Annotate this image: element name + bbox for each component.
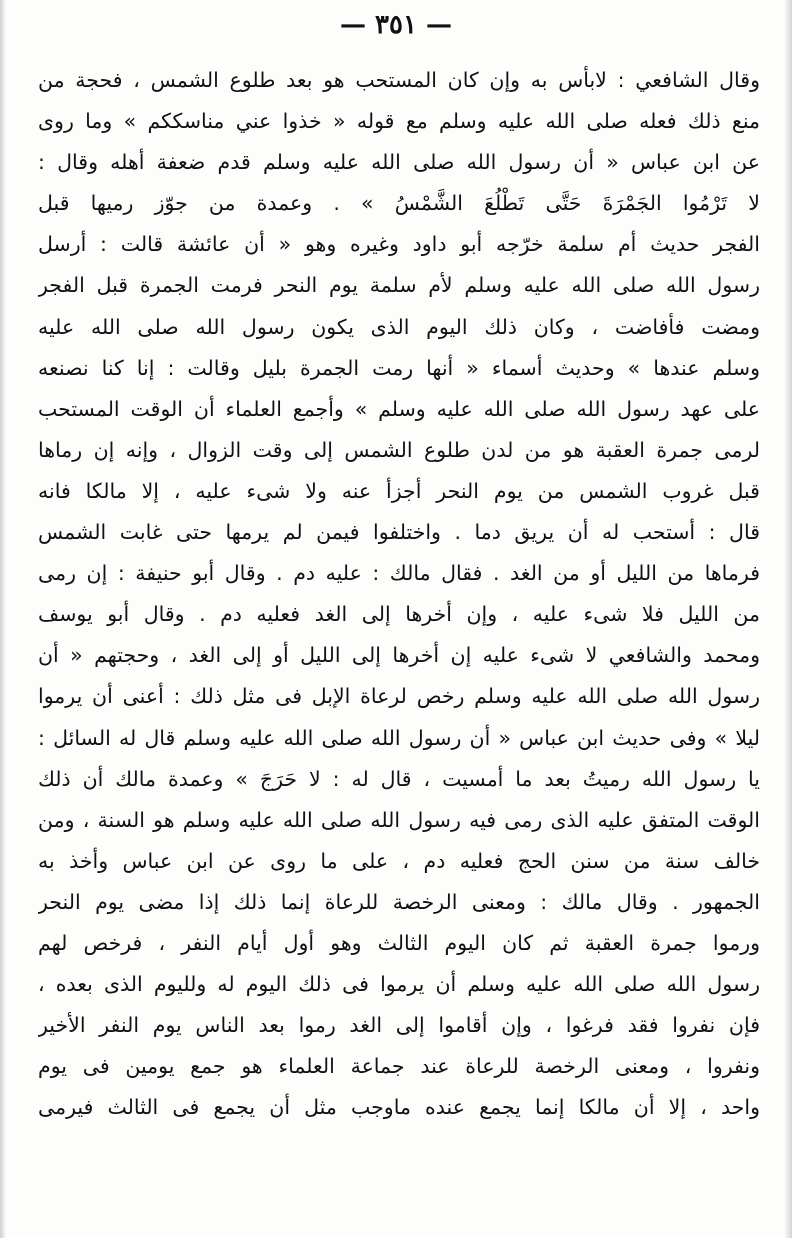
text-line: ورموا جمرة العقبة ثم كان اليوم الثالث وهو أول أيام النفر ، فرخص لهم — [38, 930, 760, 955]
text-line: واحد ، إلا أن مالكا إنما يجمع عنده ماوجب مثل أن يجمع فى الثالث فيرمى — [38, 1095, 760, 1120]
text-line: ليلا » وفى حديث ابن عباس « أن رسول الله صلى الله عليه وسلم قال له السائل : — [38, 725, 760, 750]
text-line: منع ذلك فعله صلى الله عليه وسلم مع قوله « خذوا عني مناسككم » وما روى — [38, 109, 760, 134]
text-line: قبل غروب الشمس من يوم النحر أجزأ عنه ولا شىء عليه ، إلا مالكا فانه — [38, 478, 760, 503]
text-line: قال : أستحب له أن يريق دما . واختلفوا فيمن لم يرمها حتى غابت الشمس — [38, 520, 760, 545]
text-line: من الليل فلا شىء عليه ، وإن أخرها إلى الغد فعليه دم . وقال أبو يوسف — [38, 602, 760, 627]
text-line: فإن نفروا فقد فرغوا ، وإن أقاموا إلى الغد رموا بعد الناس يوم النفر الأخير — [38, 1013, 760, 1038]
text-line: الجمهور . وقال مالك : ومعنى الرخصة للرعاة إنما ذلك إذا مضى يوم النحر — [38, 889, 760, 914]
page-edge-right — [784, 0, 792, 1238]
text-line: رسول الله صلى الله عليه وسلم رخص لرعاة الإبل فى مثل ذلك : أعنى أن يرموا — [38, 684, 760, 709]
text-line: رسول الله صلى الله عليه وسلم لأم سلمة يوم النحر فرمت الجمرة قبل الفجر — [38, 273, 760, 298]
text-line: ومحمد والشافعي لا شىء عليه إن أخرها إلى الليل أو إلى الغد ، وحجتهم « أن — [38, 643, 760, 668]
body-text — [38, 60, 760, 1128]
text-line: ونفروا ، ومعنى الرخصة للرعاة عند جماعة العلماء هو جمع يومين فى يوم — [38, 1054, 760, 1079]
text-line: وسلم عندها » وحديث أسماء « أنها رمت الجمرة بليل وقالت : إنا كنا نصنعه — [38, 355, 760, 380]
text-line: الوقت المتفق عليه الذى رمى فيه رسول الله صلى الله عليه وسلم هو السنة ، ومن — [38, 807, 760, 832]
text-line: عن ابن عباس « أن رسول الله صلى الله عليه وسلم قدم ضعفة أهله وقال : — [38, 150, 760, 175]
text-line: وقال الشافعي : لابأس به وإن كان المستحب هو بعد طلوع الشمس ، فحجة من — [38, 68, 760, 92]
text-line: لا تَرْمُوا الجَمْرَةَ حَتَّى تَطْلُعَ الشَّمْسُ » . وعمدة من جوّز رميها قبل — [38, 191, 760, 216]
page-edge-left — [0, 0, 6, 1238]
text-line: رسول الله صلى الله عليه وسلم أن يرموا فى ذلك اليوم له ولليوم الذى بعده ، — [38, 972, 760, 997]
text-line: لرمى جمرة العقبة هو من لدن طلوع الشمس إلى وقت الزوال ، وإنه إن رماها — [38, 437, 760, 462]
text-line: الفجر حديث أم سلمة خرّجه أبو داود وغيره وهو « أن عائشة قالت : أرسل — [38, 232, 760, 257]
text-line: فرماها من الليل أو من الغد . فقال مالك : عليه دم . وقال أبو حنيفة : إن رمى — [38, 561, 760, 586]
page-number: — ٣٥١ — — [339, 10, 453, 40]
text-line: خالف سنة من سنن الحج فعليه دم ، على ما روى عن ابن عباس وأخذ به — [38, 848, 760, 873]
text-line: يا رسول الله رميتُ بعد ما أمسيت ، قال له : لا حَرَجَ » وعمدة مالك أن ذلك — [38, 766, 760, 791]
text-line: على عهد رسول الله صلى الله عليه وسلم » وأجمع العلماء أن الوقت المستحب — [38, 396, 760, 421]
text-line: ومضت فأفاضت ، وكان ذلك اليوم الذى يكون رسول الله صلى الله عليه — [38, 314, 760, 339]
